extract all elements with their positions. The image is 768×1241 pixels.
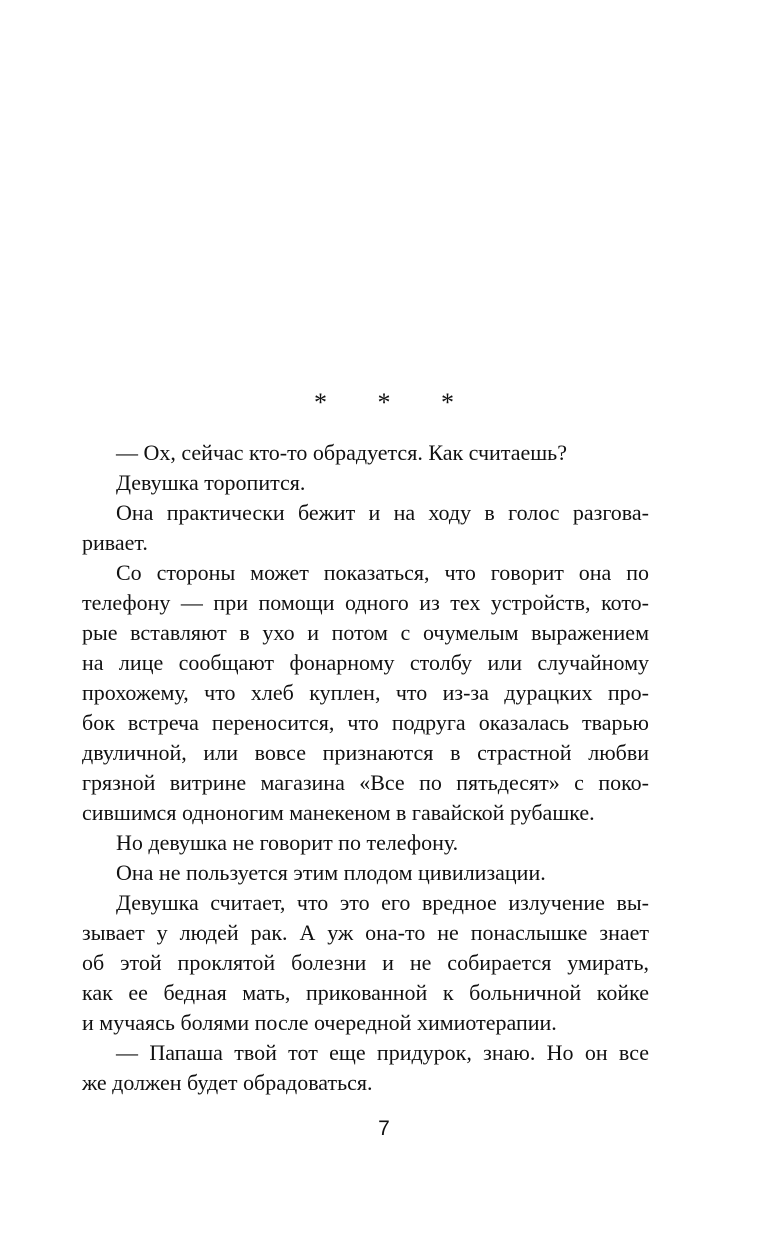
text-line: прохожему, что хлеб куплен, что из-за дурацких про- (82, 680, 649, 705)
text-line: Со стороны может показаться, что говорит она по (116, 560, 649, 585)
text-line: Девушка торопится. (116, 470, 306, 495)
text-line: ривает. (82, 530, 148, 555)
text-line: сившимся одноногим манекеном в гавайской рубашке. (82, 800, 595, 825)
text-line: Она не пользуется этим плодом цивилизации. (116, 860, 546, 885)
text-line: телефону — при помощи одного из тех устройств, кото- (82, 590, 649, 615)
text-line: грязной витрине магазина «Все по пятьдесят» с поко- (82, 770, 649, 795)
text-line: Но девушка не говорит по телефону. (116, 830, 459, 855)
text-line: рые вставляют в ухо и потом с очумелым выражением (82, 620, 649, 645)
text-line: зывает у людей рак. А уж она-то не понаслышке знает (82, 920, 649, 945)
text-line: как ее бедная мать, прикованной к больничной койке (82, 980, 649, 1005)
text-line: — Папаша твой тот еще придурок, знаю. Но он все (116, 1040, 649, 1065)
text-line: и мучаясь болями после очередной химиотерапии. (82, 1010, 557, 1035)
text-line: Девушка считает, что это его вредное излучение вы- (116, 890, 649, 915)
page-number: 7 (378, 1117, 390, 1140)
body-text (82, 438, 649, 1098)
text-line: бок встреча переносится, что подруга оказалась тварью (82, 710, 649, 735)
text-line: Она практически бежит и на ходу в голос разгова- (116, 500, 649, 525)
text-line: двуличной, или вовсе признаются в страстной любви (82, 740, 649, 765)
text-line: на лице сообщают фонарному столбу или случайному (82, 650, 649, 675)
text-line: же должен будет обрадоваться. (82, 1070, 373, 1095)
text-line: — Ох, сейчас кто-то обрадуется. Как считаешь? (116, 440, 567, 465)
section-separator: * * * (314, 388, 476, 417)
text-line: об этой проклятой болезни и не собирается умирать, (82, 950, 649, 975)
